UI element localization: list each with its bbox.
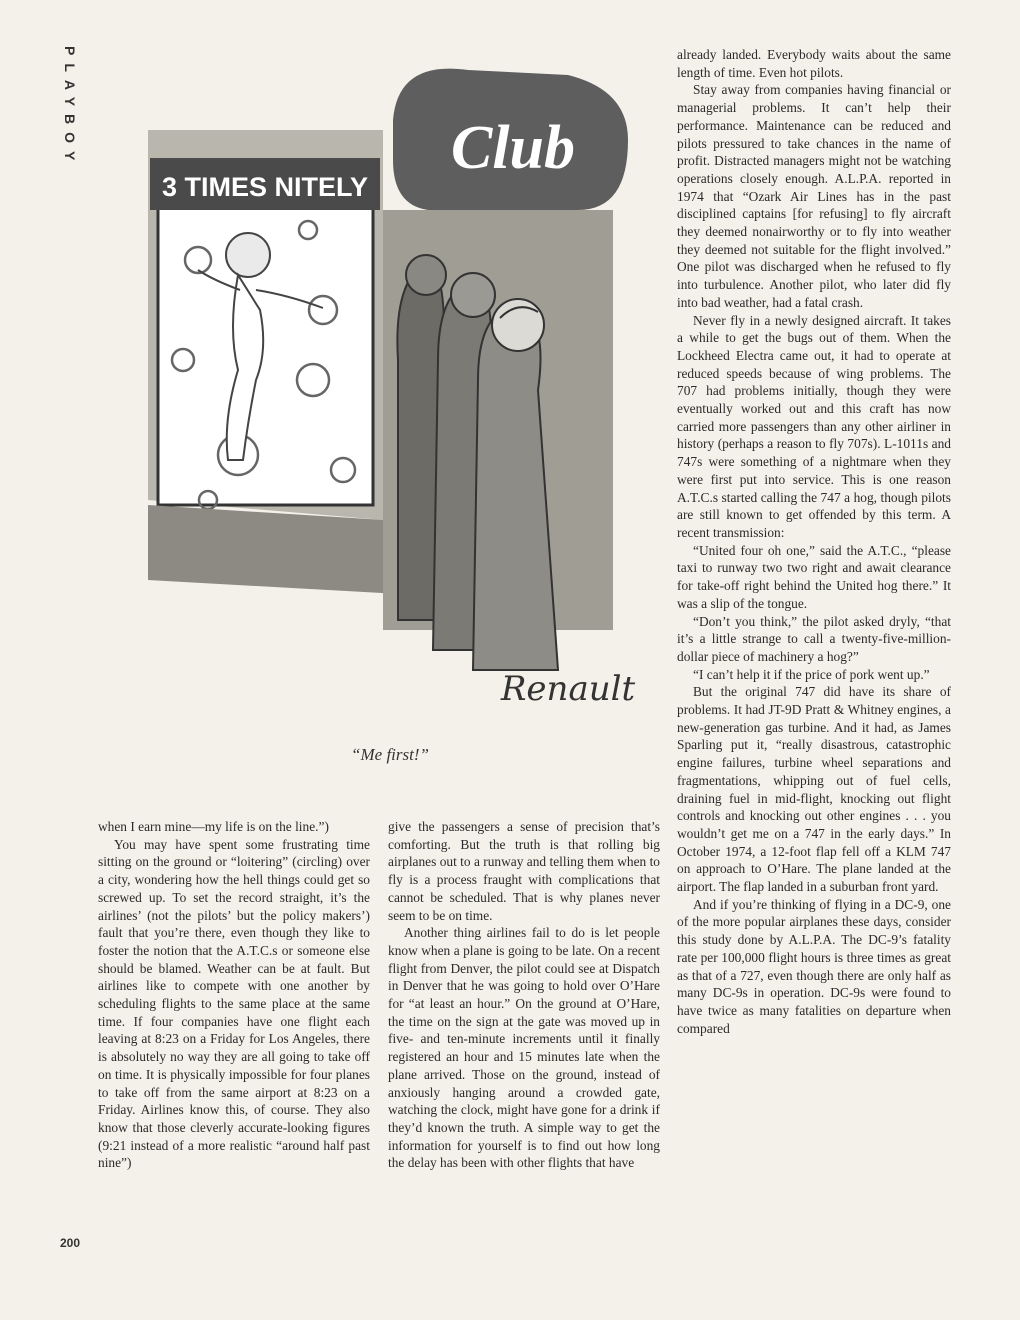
paragraph: “I can’t help it if the price of pork went up.” bbox=[693, 666, 930, 682]
awning-text: Club bbox=[450, 114, 576, 182]
text-column-1 bbox=[98, 818, 370, 1172]
text-column-3 bbox=[677, 46, 951, 1037]
paragraph: already landed. Everybody waits about the same length of time. Even hot pilots. bbox=[677, 47, 951, 80]
masthead-text: PLAYBOY bbox=[62, 46, 78, 169]
page-number: 200 bbox=[60, 1236, 81, 1250]
masthead bbox=[56, 46, 82, 196]
paragraph: And if you’re thinking of flying in a DC-9, one of the more popular airplanes these days, consider this study done by A.L.P.A. The DC-9’s fatality rate per 100,000 flight hours is three times as great as that of a 727, even though there are only half as many DC-9s in operation. DC-9s were found to have twice as many fatalities on departure when compared bbox=[677, 896, 951, 1036]
paragraph: Another thing airlines fail to do is let people know when a plane is going to be late. On a recent flight from Denver, the pilot could see at Dispatch in Denver that he was going to hold over O’Hare for “at least an hour.” On the ground at O’Hare, the time on the sign at the gate was moved up in five- and ten-minute increments until it finally registered an hour and 15 minutes late when the plane arrived. Those on the ground, instead of anxiously hanging around a crowded gate, watching the clock, might have gone for a drink if they’d known the truth. A simple way to get the information for yourself is to find out how long the delay has been with other flights that have bbox=[388, 925, 660, 1171]
paragraph: “United four oh one,” said the A.T.C., “please taxi to runway two two right and await clearance for take-off right behind the United hog there.” It was a slip of the tongue. bbox=[677, 542, 951, 611]
three-men bbox=[397, 255, 558, 670]
paragraph: “Don’t you think,” the pilot asked dryly, “that it’s a little strange to call a twenty-five-million-dollar piece of machinery a hog?” bbox=[677, 613, 951, 664]
cartoonist-signature: Renault bbox=[500, 669, 636, 709]
paragraph: Stay away from companies having financial or managerial problems. It can’t help their performance. Maintenance can be reduced and pilots pressured to take chances in the name of profit. Distracted managers might not be watching operations closely enough. A.L.P.A. reported in 1974 that “Ozark Air Lines has in the past disciplined captains [for refusing] to fly aircraft they deemed nonairworthy or to fly into weather they deemed not suitable for the flight involved.” One pilot was discharged when he refused to fly into turbulence. Another pilot, who later did fly into bad weather, had a fatal crash. bbox=[677, 82, 951, 310]
cartoon-caption: “Me first!” bbox=[351, 745, 429, 764]
cartoon-illustration bbox=[128, 60, 668, 730]
paragraph: But the original 747 did have its share of problems. It had JT-9D Pratt & Whitney engines, a new-generation gas turbine. And it had, as James Sparling put it, “really disastrous, catastrophic engine failures, turbine wheel separations and fragmentations, whipping out of fuel cells, draining fuel in mid-flight, knocking out flight controls and knocking out other engines . . . you wouldn’t get me on a 747 in the early days.” In October 1974, a 12-foot flap fell off a KLM 747 on approach to O’Hare. The plane landed at the airport. The flap landed in a suburban front yard. bbox=[677, 684, 951, 895]
club-window bbox=[158, 160, 373, 505]
paragraph: when I earn mine—my life is on the line.”) bbox=[98, 819, 329, 834]
window-sign-text: 3 TIMES NITELY bbox=[161, 172, 369, 202]
text-column-2 bbox=[388, 818, 660, 1172]
paragraph: give the passengers a sense of precision that’s comforting. But the truth is that rolling big airplanes out to a runway and telling them when to fly is a process fraught with complications that cannot be scheduled. That is why planes never seem to be on time. bbox=[388, 819, 660, 923]
paragraph: Never fly in a newly designed aircraft. It takes a while to get the bugs out of them. When the Lockheed Electra came out, it had to operate at reduced speeds because of wing problems. The 707 had problems initially, though they were eventually worked out and this craft has now carried more passengers than any other airliner in history (perhaps a reason to fly 707s). L-1011s and 747s were something of a nightmare when they were first put into service. This is one reason A.T.C.s started calling the 747 a hog, though pilots are still known to get offended by this term. A recent transmission: bbox=[677, 312, 951, 540]
paragraph: You may have spent some frustrating time sitting on the ground or “loitering” (circling) over a city, wondering how the hell things could get so screwed up. To set the record straight, it’s the airlines’ (not the pilots’ but the policy makers’) fault that you’re there, even though they like to foster the notion that the A.T.C.s or someone else should be blamed. Weather can be at fault. But airlines like to compete with one another by scheduling flights to the same place at the same time. If four companies have one flight each leaving at 8:23 on a Friday for Los Angeles, there is absolutely no way they are all going to take off on time. It is physically impossible for four planes to take off from the same airport at 8:23 on a Friday. Airlines know this, of course. They also know that those cleverly accurate-looking figures (9:21 instead of a more realistic “around half past nine”) bbox=[98, 836, 370, 1171]
